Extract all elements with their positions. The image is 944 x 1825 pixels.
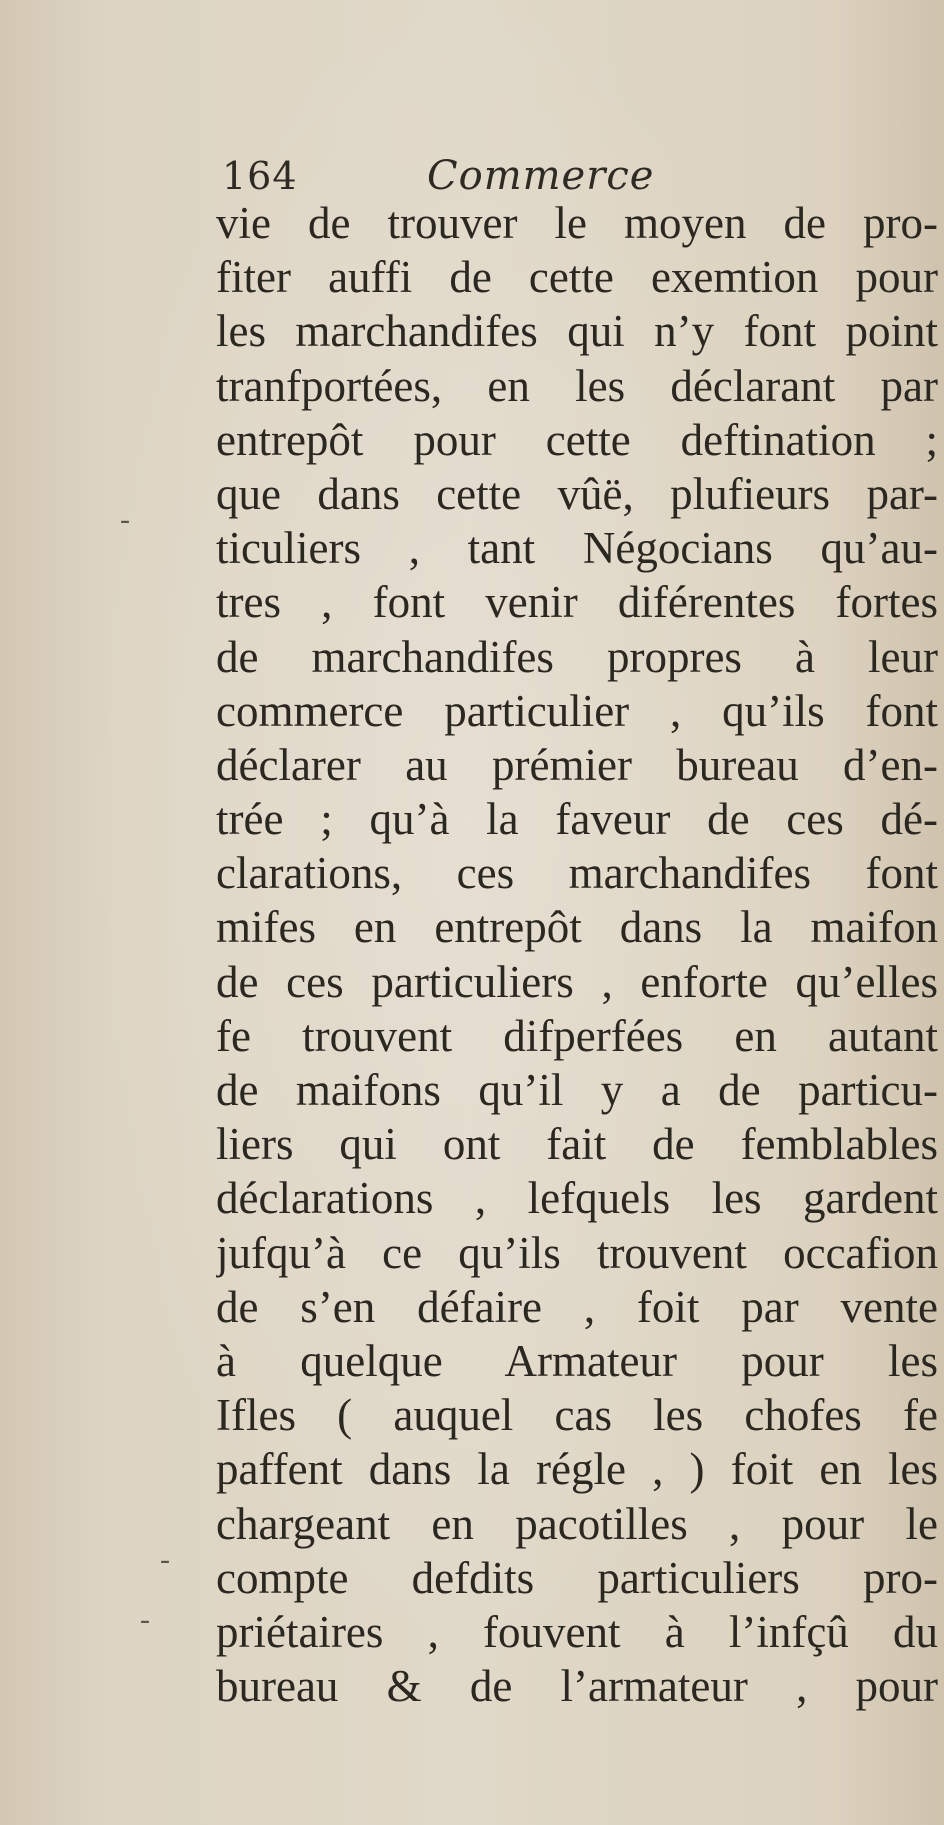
text-line: déclarer au prémier bureau d’en- xyxy=(216,739,938,790)
text-line: Ifles ( auquel cas les chofes fe xyxy=(216,1390,938,1441)
text-line: ticuliers , tant Négocians qu’au- xyxy=(216,523,938,574)
text-line: fe trouvent difperfées en autant xyxy=(216,1010,938,1061)
text-line: bureau & de l’armateur , pour xyxy=(216,1661,938,1712)
text-line: compte defdits particuliers pro- xyxy=(216,1552,938,1603)
margin-mark: - xyxy=(120,503,130,536)
text-line: vie de trouver le moyen de pro- xyxy=(216,198,938,248)
text-line: liers qui ont fait de femblables xyxy=(216,1119,938,1170)
margin-mark: - xyxy=(160,1543,170,1576)
text-line: priétaires , fouvent à l’infçû du xyxy=(216,1606,938,1657)
text-line: chargeant en pacotilles , pour le xyxy=(216,1498,938,1549)
text-line: tres , font venir diférentes fortes xyxy=(216,577,938,628)
text-line: à quelque Armateur pour les xyxy=(216,1335,938,1386)
text-line: entrepôt pour cette deftination ; xyxy=(216,414,938,465)
text-line: paffent dans la régle , ) foit en les xyxy=(216,1444,938,1495)
text-line: les marchandifes qui n’y font point xyxy=(216,306,938,357)
text-line: de marchandifes propres à leur xyxy=(216,631,938,682)
text-line: clarations, ces marchandifes font xyxy=(216,848,938,899)
text-line: tranfportées, en les déclarant par xyxy=(216,360,938,411)
text-line: déclarations , lefquels les gardent xyxy=(216,1173,938,1224)
text-line: de s’en défaire , foit par vente xyxy=(216,1281,938,1332)
text-line: trée ; qu’à la faveur de ces dé- xyxy=(216,794,938,845)
text-line: de maifons qu’il y a de particu- xyxy=(216,1065,938,1115)
text-line: de ces particuliers , enforte qu’elles xyxy=(216,956,938,1007)
running-title: Commerce xyxy=(427,153,655,199)
text-line: jufqu’à ce qu’ils trouvent occafion xyxy=(216,1227,938,1278)
text-line: mifes en entrepôt dans la maifon xyxy=(216,902,938,953)
text-line: que dans cette vûë, plufieurs par- xyxy=(216,468,938,519)
margin-mark: - xyxy=(140,1603,150,1636)
text-line: commerce particulier , qu’ils font xyxy=(216,685,938,736)
text-line: fiter auffi de cette exemtion pour xyxy=(216,252,938,303)
body-text xyxy=(216,196,938,1713)
page-number: 164 xyxy=(222,154,298,198)
